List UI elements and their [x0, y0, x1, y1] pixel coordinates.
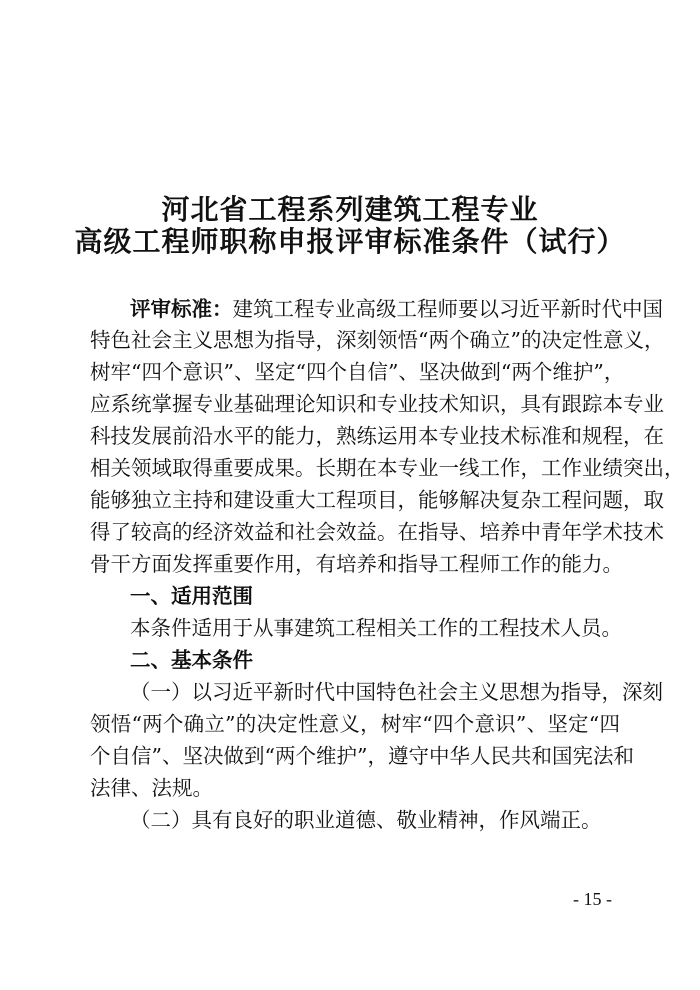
page-number: - 15 -: [573, 889, 612, 909]
document-title-line-1: 河北省工程系列建筑工程专业: [161, 193, 539, 226]
standard-first-text: 建筑工程专业高级工程师要以习近平新时代中国: [232, 297, 663, 321]
item-1-first-line: （一）以习近平新时代中国特色社会主义思想为指导，深刻: [130, 680, 663, 704]
standard-first-line: [130, 294, 663, 324]
standard-line: 得了较高的经济效益和社会效益。在指导、培养中青年学术技术: [90, 520, 664, 544]
document-title-line-2: 高级工程师职称申报评审标准条件（试行）: [74, 225, 626, 258]
standard-line: 科技发展前沿水平的能力，熟练运用本专业技术标准和规程，在: [90, 424, 664, 448]
section-2-heading: 二、基本条件: [130, 648, 253, 672]
section-1-text: 本条件适用于从事建筑工程相关工作的工程技术人员。: [130, 616, 622, 640]
standard-line: 树牢“四个意识”、坚定“四个自信”、坚决做到“两个维护”，: [90, 360, 625, 384]
item-1-line: 个自信”、坚决做到“两个维护”，遵守中华人民共和国宪法和: [90, 744, 634, 768]
standard-last-line: 骨干方面发挥重要作用，有培养和指导工程师工作的能力。: [90, 552, 623, 576]
standard-line: 能够独立主持和建设重大工程项目，能够解决复杂工程问题，取: [90, 488, 664, 512]
item-1-last-line: 法律、法规。: [90, 776, 213, 800]
standard-lead-label: 评审标准：: [130, 297, 233, 321]
standard-line: 相关领域取得重要成果。长期在本专业一线工作，工作业绩突出，: [90, 456, 685, 480]
standard-line: 应系统掌握专业基础理论知识和专业技术知识，具有跟踪本专业: [90, 392, 664, 416]
section-1-heading: 一、适用范围: [130, 584, 253, 608]
item-1-line: 领悟“两个确立”的决定性意义，树牢“四个意识”、坚定“四: [90, 712, 620, 736]
item-2-text: （二）具有良好的职业道德、敬业精神，作风端正。: [130, 808, 602, 832]
standard-line: 特色社会主义思想为指导，深刻领悟“两个确立”的决定性意义，: [90, 328, 665, 352]
